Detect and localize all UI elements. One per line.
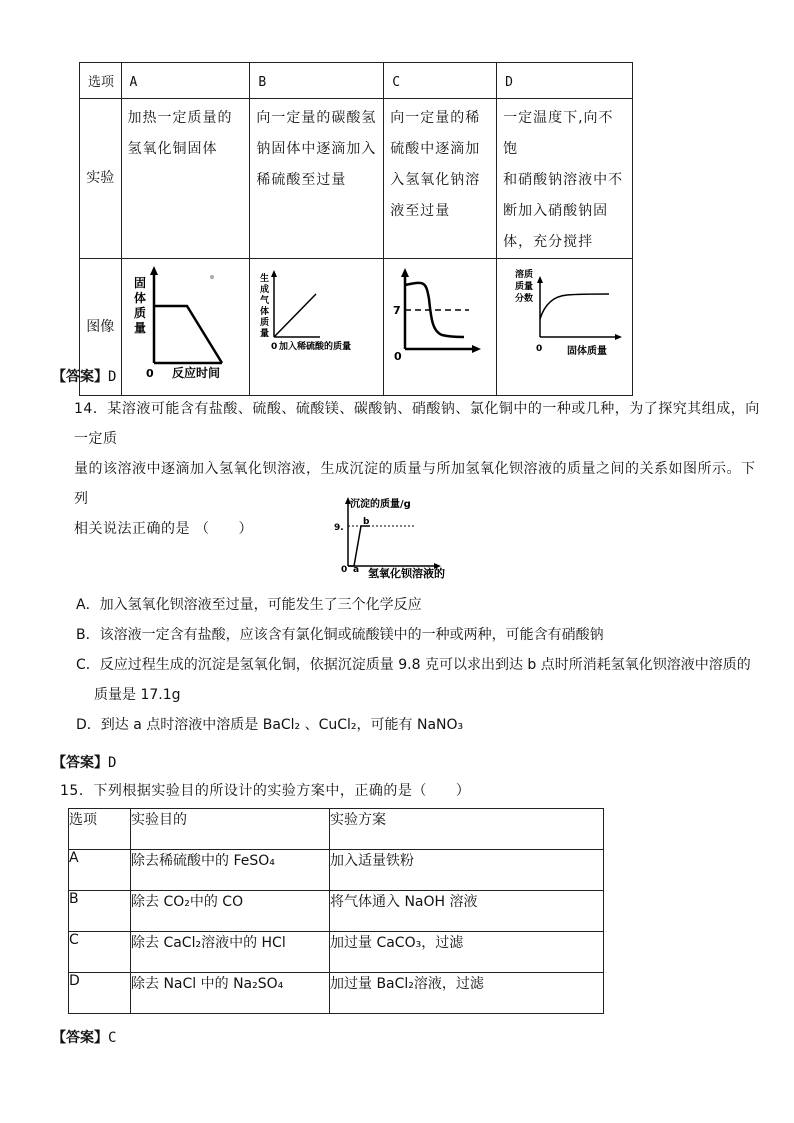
table-row — [69, 850, 604, 891]
row-label-graph: 图像 — [80, 259, 122, 396]
graph-a-ylabel-3: 质 — [133, 306, 146, 320]
q15-stem: 15．下列根据实验目的所设计的实验方案中，正确的是（ ） — [60, 783, 471, 799]
graph-d — [497, 259, 628, 383]
graph-d-ylabel-3: 分数 — [515, 294, 534, 304]
q15-cell: C — [69, 932, 131, 973]
graph-b-origin: 0 — [271, 342, 278, 352]
answer-15: 【答案】C — [52, 1030, 117, 1046]
q15-header-option: 选项 — [69, 809, 131, 850]
q14-option-d: D．到达 a 点时溶液中溶质是 BaCl₂ 、CuCl₂，可能有 NaNO₃ — [76, 717, 464, 733]
graph-c-cell — [384, 259, 497, 396]
graph-b-ylabel-2: 成 — [260, 285, 270, 295]
table-row — [69, 973, 604, 1014]
graph-a — [122, 259, 246, 383]
table-row — [69, 932, 604, 973]
graph-c-tick-7: 7 — [393, 304, 401, 317]
q15-cell: 加过量 BaCl₂溶液，过滤 — [330, 973, 604, 1014]
q14-line-2: 量的该溶液中逐滴加入氢氧化钡溶液，生成沉淀的质量与所加氢氧化钡溶液的质量之间的关系如图所示。下列 — [74, 461, 756, 507]
graph-a-xlabel: 反应时间 — [171, 366, 220, 380]
q14-xlabel: 氢氧化钡溶液的 — [368, 567, 445, 580]
q14-option-c: C．反应过程生成的沉淀是氢氧化铜，依据沉淀质量 9.8 克可以求出到达 b 点时所消耗氢氧化钡溶液中溶质的 — [76, 657, 751, 673]
q15-cell: 除去 NaCl 中的 Na₂SO₄ — [131, 973, 330, 1014]
graph-a-curve — [154, 306, 222, 363]
q15-table — [68, 808, 604, 1014]
graph-c-origin: 0 — [394, 350, 402, 363]
graph-b-ylabel-5: 质 — [260, 318, 270, 328]
q14-option-b: B．该溶液一定含有盐酸，应该含有氯化铜或硫酸镁中的一种或两种，可能含有硝酸钠 — [76, 627, 604, 643]
q15-cell: 除去 CO₂中的 CO — [131, 891, 330, 932]
graph-b-line — [274, 294, 316, 337]
q15-cell: 除去 CaCl₂溶液中的 HCl — [131, 932, 330, 973]
q14-ylabel: 沉淀的质量/g — [350, 499, 411, 510]
header-option: 选项 — [80, 63, 122, 99]
q14-graph — [326, 492, 476, 584]
q15-cell: 加入适量铁粉 — [330, 850, 604, 891]
graph-a-cell — [121, 259, 250, 396]
graph-d-xlabel: 固体质量 — [567, 346, 608, 357]
experiment-a: 加热一定质量的 氢氧化铜固体 — [121, 99, 250, 259]
q15-cell: B — [69, 891, 131, 932]
q15-cell: A — [69, 850, 131, 891]
q15-cell: 将气体通入 NaOH 溶液 — [330, 891, 604, 932]
graph-b-ylabel-1: 生 — [260, 274, 270, 284]
graph-c — [384, 259, 492, 383]
graph-a-origin: 0 — [145, 367, 154, 380]
graph-d-ylabel-2: 质量 — [515, 282, 534, 292]
q15-header-plan: 实验方案 — [330, 809, 604, 850]
experiment-d: 一定温度下,向不饱 和硝酸钠溶液中不 断加入硝酸钠固 体，充分搅拌 — [497, 99, 633, 259]
graph-b-ylabel-3: 气 — [260, 296, 270, 306]
graph-c-y-arrow — [401, 268, 409, 277]
graph-b-cell — [250, 259, 384, 396]
graph-a-ylabel-1: 固 — [133, 276, 146, 290]
q14-point-b: b — [363, 517, 370, 527]
row-label-experiment: 实验 — [80, 99, 122, 259]
header-b: B — [250, 63, 384, 99]
graph-d-ylabel-1: 溶质 — [515, 270, 534, 280]
graph-a-ylabel-2: 体 — [133, 291, 146, 305]
header-a: A — [121, 63, 250, 99]
graph-b-ylabel-6: 量 — [260, 329, 270, 339]
q13-table — [79, 62, 633, 396]
header-c: C — [384, 63, 497, 99]
q15-cell: D — [69, 973, 131, 1014]
q14-curve — [348, 526, 370, 566]
q14-y-value: 9. — [334, 523, 344, 533]
q14-origin: 0 — [341, 565, 348, 575]
q15-cell: 加过量 CaCO₃，过滤 — [330, 932, 604, 973]
graph-d-curve — [540, 294, 609, 319]
experiment-c: 向一定量的稀 硫酸中逐滴加 入氢氧化钠溶 液至过量 — [384, 99, 497, 259]
q15-header-purpose: 实验目的 — [131, 809, 330, 850]
graph-c-x-arrow — [472, 345, 481, 353]
graph-b-ylabel-4: 体 — [260, 307, 270, 317]
q14-option-c-cont: 质量是 17.1g — [94, 687, 181, 703]
graph-d-y-arrow — [537, 276, 543, 283]
graph-a-y-arrow — [150, 266, 158, 275]
q14-line-3: 相关说法正确的是 （ ） — [74, 521, 253, 537]
q14-options — [76, 590, 766, 740]
graph-b — [250, 259, 379, 383]
header-d: D — [497, 63, 633, 99]
graph-b-xlabel: 加入稀硫酸的质量 — [279, 342, 352, 352]
scan-speck — [210, 275, 214, 279]
q14-line-1: 14．某溶液可能含有盐酸、硫酸、硫酸镁、碳酸钠、硝酸钠、氯化铜中的一种或几种，为了探究其组成，向一定质 — [74, 401, 760, 447]
q14-option-a: A．加入氢氧化钡溶液至过量，可能发生了三个化学反应 — [76, 597, 422, 613]
graph-d-x-arrow — [615, 334, 622, 340]
q15-cell: 除去稀硫酸中的 FeSO₄ — [131, 850, 330, 891]
table-row — [69, 891, 604, 932]
experiment-b: 向一定量的碳酸氢 钠固体中逐滴加入 稀硫酸至过量 — [250, 99, 384, 259]
graph-d-cell — [497, 259, 633, 396]
answer-13: 【答案】D — [52, 369, 117, 385]
graph-a-ylabel-4: 量 — [133, 321, 146, 335]
answer-14: 【答案】D — [52, 755, 117, 771]
graph-b-y-arrow — [271, 270, 277, 277]
q14-point-a: a — [353, 565, 360, 575]
graph-d-origin: 0 — [536, 344, 543, 354]
